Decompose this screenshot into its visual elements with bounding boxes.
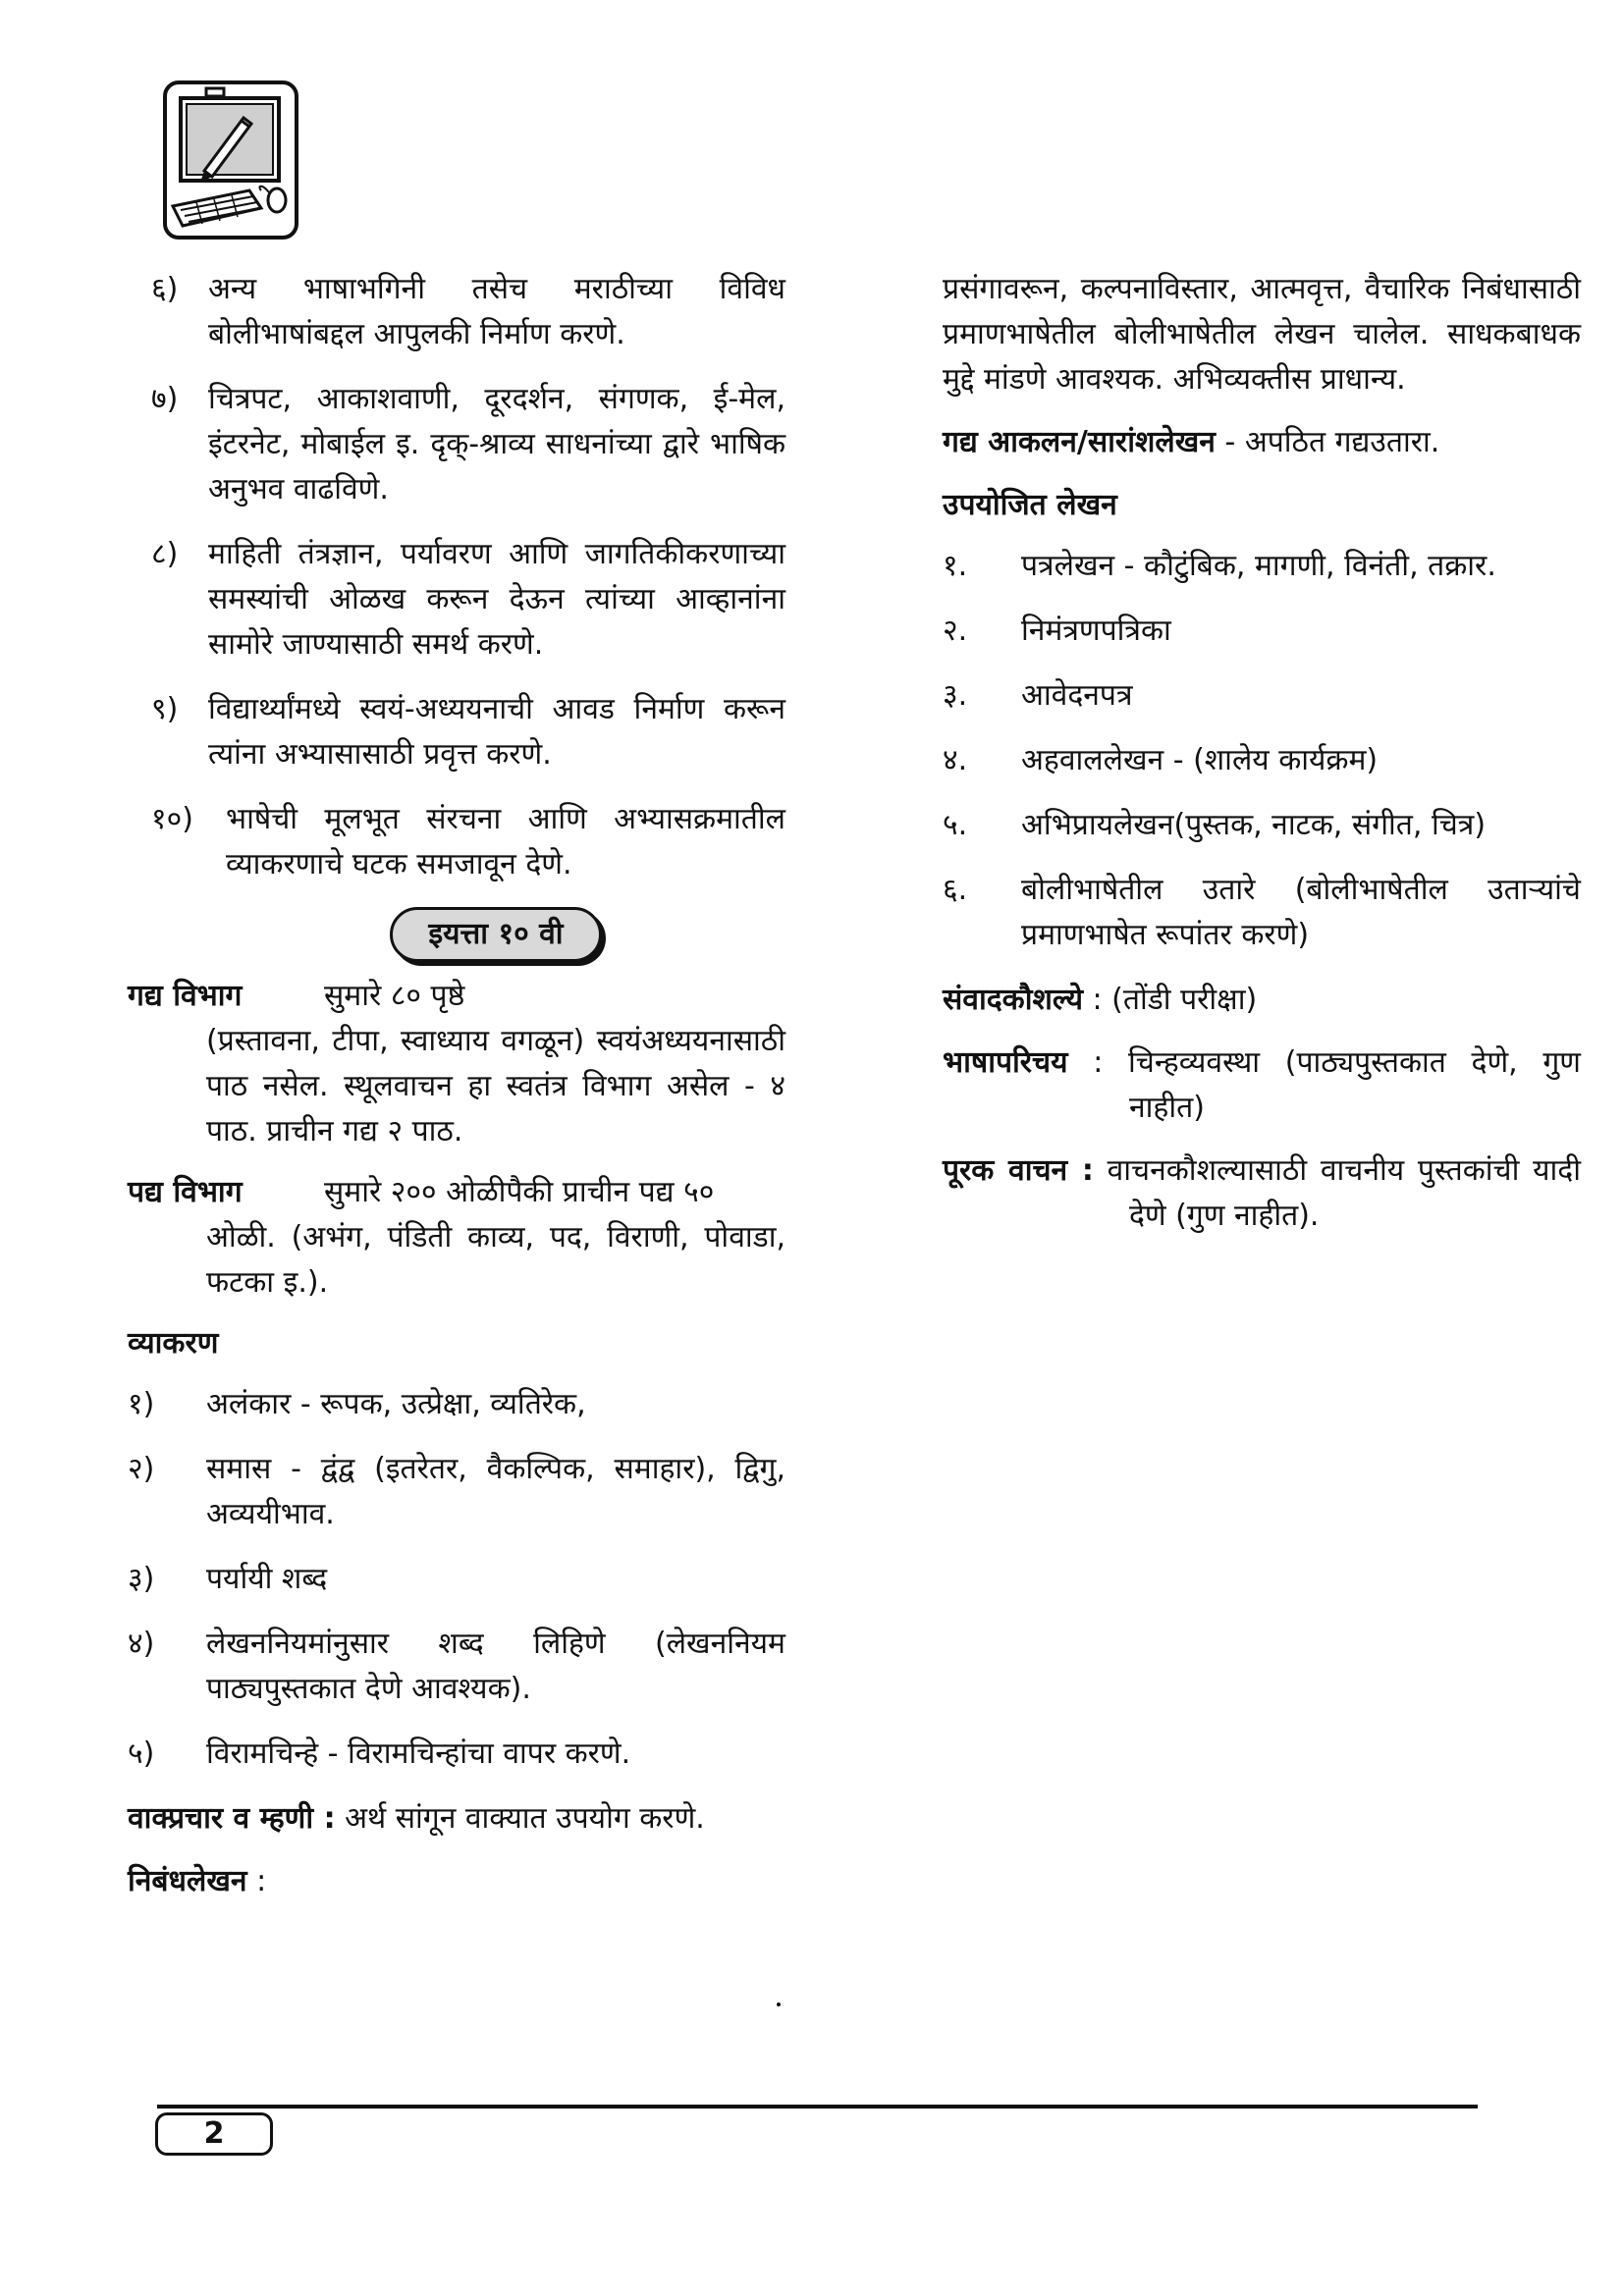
padya-label: पद्य विभाग: [128, 1175, 243, 1209]
list-item: [943, 544, 1581, 589]
item-number: २): [128, 1452, 155, 1486]
computer-monitor-pencil-keyboard-icon: [167, 84, 295, 236]
intro-paragraph: प्रसंगावरून, कल्पनाविस्तार, आत्मवृत्त, वैचारिक निबंधासाठी प्रमाणभाषेतील बोलीभाषेतील लेखन चालेल. साधकबाधक मुद्दे मांडणे आवश्यक. अभिव्यक्तीस प्राधान्य.: [943, 272, 1581, 397]
computer-logo-icon: [163, 80, 298, 240]
item-number: ६): [151, 272, 179, 306]
list-item: [128, 1382, 785, 1427]
bhasha-text: : चिन्हव्यवस्था (पाठ्यपुस्तकात देणे, गुण नाहीत): [1093, 1045, 1581, 1125]
padya-section: [128, 1170, 785, 1306]
nibandh-line: [128, 1859, 785, 1904]
aakalan-text: - अपठित गद्यउतारा.: [1224, 425, 1440, 459]
left-column: [128, 267, 785, 1922]
gadya-detail: (प्रस्तावना, टीपा, स्वाध्याय वगळून) स्वयंअध्ययनासाठी पाठ नसेल. स्थूलवाचन हा स्वतंत्र विभाग असेल - ४ पाठ. प्राचीन गद्य २ पाठ.: [206, 1024, 785, 1148]
samvad-text: : (तोंडी परीक्षा): [1092, 983, 1258, 1017]
item-text: बोलीभाषेतील उतारे (बोलीभाषेतील उताऱ्यांचे प्रमाणभाषेत रूपांतर करणे): [1021, 873, 1581, 952]
item-text: निमंत्रणपत्रिका: [1021, 614, 1171, 648]
item-text: अन्य भाषाभगिनी तसेच मराठीच्या विविध बोलीभाषांबद्दल आपुलकी निर्माण करणे.: [208, 272, 785, 351]
list-item: [128, 377, 785, 512]
item-number: ४.: [943, 743, 968, 777]
bhasha-line: [943, 1041, 1581, 1131]
purak-text: वाचनकौशल्यासाठी वाचनीय पुस्तकांची यादी देणे (गुण नाहीत).: [1107, 1153, 1582, 1233]
list-item: [128, 532, 785, 667]
gadya-label: गद्य विभाग: [128, 979, 243, 1013]
list-item: [943, 609, 1581, 654]
bhasha-label: भाषापरिचय: [943, 1045, 1068, 1080]
item-text: समास - द्वंद्व (इतरेतर, वैकल्पिक, समाहार), द्विगु, अव्ययीभाव.: [206, 1452, 785, 1531]
item-number: ६.: [943, 873, 968, 907]
item-text: लेखननियमांनुसार शब्द लिहिणे (लेखननियम पाठ्यपुस्तकात देणे आवश्यक).: [206, 1627, 785, 1706]
stray-dot: [777, 2002, 781, 2006]
item-number: ३): [128, 1562, 155, 1596]
item-number: १): [128, 1387, 155, 1421]
list-item: [128, 1447, 785, 1537]
right-column: [943, 267, 1581, 1256]
vakprachar-text: अर्थ सांगून वाक्यात उपयोग करणे.: [345, 1801, 705, 1836]
standard-badge-wrap: [128, 907, 785, 962]
vakprachar-line: [128, 1796, 785, 1842]
item-text: आवेदनपत्र: [1021, 678, 1133, 713]
grammar-list: [128, 1382, 785, 1777]
item-number: ४): [128, 1627, 155, 1661]
item-number: ७): [151, 382, 179, 416]
samvad-line: [943, 978, 1581, 1023]
upayojit-list: [943, 544, 1581, 958]
item-text: अभिप्रायलेखन(पुस्तक, नाटक, संगीत, चित्र): [1021, 808, 1487, 842]
padya-detail: ओळी. (अभंग, पंडिती काव्य, पद, विराणी, पोवाडा, फटका इ.).: [206, 1220, 785, 1300]
nibandh-label: निबंधलेखन: [128, 1864, 247, 1898]
item-text: विरामचिन्हे - विरामचिन्हांचा वापर करणे.: [206, 1736, 631, 1771]
item-number: ३.: [943, 678, 968, 713]
item-number: ५.: [943, 808, 968, 842]
item-number: ९): [151, 692, 179, 726]
vyakaran-heading: व्याकरण: [128, 1326, 219, 1361]
gadya-value: सुमारे ८० पृष्ठे: [324, 979, 465, 1013]
item-number: १०): [151, 802, 193, 836]
item-text: विद्यार्थ्यांमध्ये स्वयं-अध्ययनाची आवड निर्माण करून त्यांना अभ्यासासाठी प्रवृत्त करणे.: [208, 692, 785, 772]
list-item: [128, 267, 785, 357]
footer-rule: [157, 2105, 1478, 2109]
item-text: अहवाललेखन - (शालेय कार्यक्रम): [1021, 743, 1379, 777]
list-item: [128, 797, 785, 887]
upayojit-heading: उपयोजित लेखन: [943, 488, 1117, 522]
list-item: [943, 738, 1581, 783]
padya-value: सुमारे २०० ओळीपैकी प्राचीन पद्य ५०: [324, 1175, 715, 1209]
vakprachar-label: वाक्प्रचार व म्हणी :: [128, 1801, 336, 1836]
item-number: ५): [128, 1736, 155, 1771]
list-item: [128, 1732, 785, 1777]
item-text: अलंकार - रूपक, उत्प्रेक्षा, व्यतिरेक,: [206, 1387, 586, 1421]
samvad-label: संवादकौशल्ये: [943, 983, 1083, 1017]
list-item: [943, 868, 1581, 958]
list-item: [943, 803, 1581, 848]
item-number: १.: [943, 549, 968, 583]
list-item: [943, 673, 1581, 719]
item-number: २.: [943, 614, 968, 648]
purak-label: पूरक वाचन :: [943, 1153, 1094, 1188]
list-item: [128, 1557, 785, 1602]
aakalan-line: [943, 420, 1581, 465]
objectives-list: [128, 267, 785, 887]
item-text: माहिती तंत्रज्ञान, पर्यावरण आणि जागतिकीकरणाच्या समस्यांची ओळख करून देऊन त्यांच्या आव्हानांना सामोरे जाण्यासाठी समर्थ करणे.: [208, 537, 785, 662]
page-number: 2: [155, 2112, 273, 2156]
aakalan-label: गद्य आकलन/सारांशलेखन: [943, 425, 1216, 459]
nibandh-text: :: [256, 1864, 267, 1898]
item-text: पर्यायी शब्द: [206, 1562, 328, 1596]
item-text: भाषेची मूलभूत संरचना आणि अभ्यासक्रमातील व्याकरणाचे घटक समजावून देणे.: [226, 802, 785, 881]
item-text: चित्रपट, आकाशवाणी, दूरदर्शन, संगणक, ई-मेल, इंटरनेट, मोबाईल इ. दृक्-श्राव्य साधनांच्या द्वारे भाषिक अनुभव वाढविणे.: [208, 382, 785, 507]
gadya-section: [128, 974, 785, 1154]
list-item: [128, 687, 785, 777]
item-number: ८): [151, 537, 179, 571]
item-text: पत्रलेखन - कौटुंबिक, मागणी, विनंती, तक्रार.: [1021, 549, 1496, 583]
purak-line: [943, 1148, 1581, 1239]
standard-badge: इयत्ता १० वी: [390, 907, 601, 962]
list-item: [128, 1622, 785, 1712]
